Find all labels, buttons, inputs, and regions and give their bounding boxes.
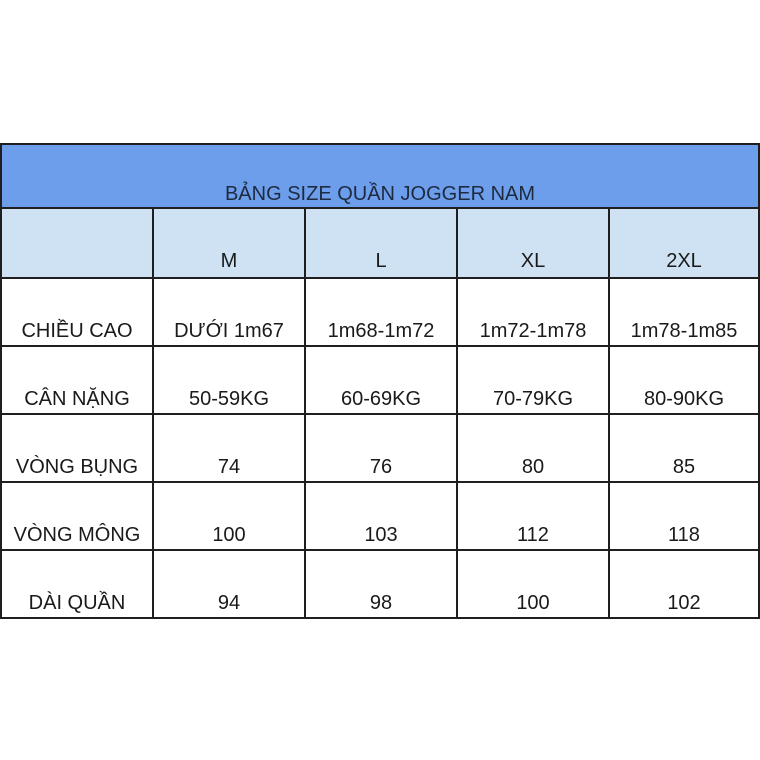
table-row-hip (2, 483, 758, 551)
table-cell: 100 (458, 551, 610, 617)
header-size-m: M (154, 209, 306, 277)
row-label-cell: VÒNG MÔNG (2, 483, 154, 549)
table-row-length (2, 551, 758, 617)
header-corner-cell (2, 209, 154, 277)
table-cell: 103 (306, 483, 458, 549)
table-cell: 80 (458, 415, 610, 481)
table-cell: 60-69KG (306, 347, 458, 413)
header-size-2xl: 2XL (666, 250, 702, 272)
table-cell: 102 (667, 592, 701, 614)
table-cell: 98 (306, 551, 458, 617)
table-row-height (2, 279, 758, 347)
size-header-row (2, 209, 758, 279)
header-size-xl: XL (458, 209, 610, 277)
table-cell: 1m72-1m78 (458, 279, 610, 345)
table-title-row (2, 145, 758, 209)
table-cell: 80-90KG (643, 388, 725, 410)
size-chart-table (0, 143, 760, 619)
table-cell: 76 (306, 415, 458, 481)
row-label-cell: DÀI QUẦN (2, 551, 154, 617)
table-cell: 112 (458, 483, 610, 549)
row-label-cell: VÒNG BỤNG (2, 415, 154, 481)
table-cell: 74 (154, 415, 306, 481)
table-cell: 50-59KG (154, 347, 306, 413)
table-cell: 1m78-1m85 (630, 320, 738, 342)
row-label-cell: CÂN NẶNG (2, 347, 154, 413)
table-cell: 118 (668, 524, 700, 546)
header-size-l: L (306, 209, 458, 277)
table-cell: 94 (154, 551, 306, 617)
table-cell: 70-79KG (458, 347, 610, 413)
row-label-cell: CHIỀU CAO (2, 279, 154, 345)
table-cell: 1m68-1m72 (306, 279, 458, 345)
table-cell: 85 (672, 456, 696, 478)
table-cell: 100 (154, 483, 306, 549)
table-cell: DƯỚI 1m67 (154, 279, 306, 345)
table-title: BẢNG SIZE QUẦN JOGGER NAM (224, 183, 536, 205)
table-row-waist (2, 415, 758, 483)
table-row-weight (2, 347, 758, 415)
